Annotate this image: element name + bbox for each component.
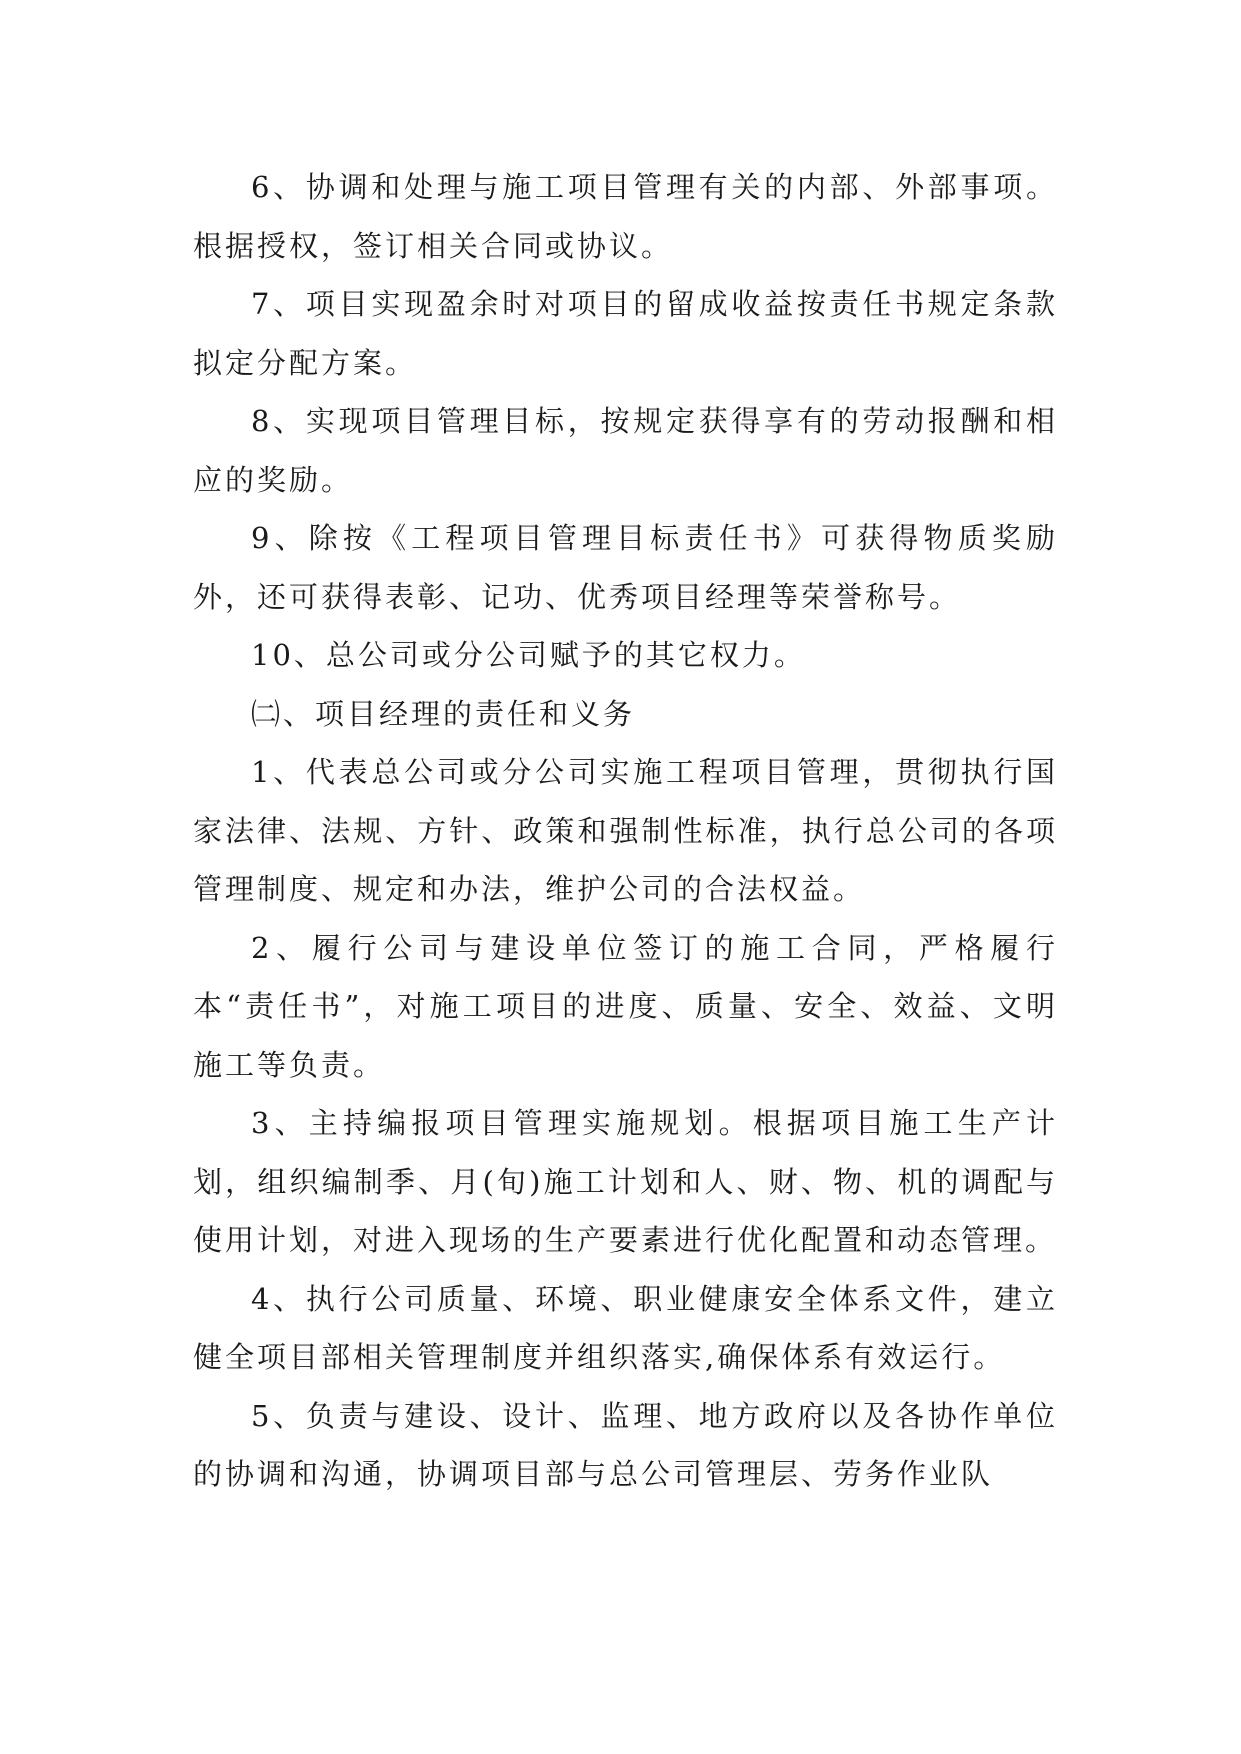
paragraph-duty-4: 4、执行公司质量、环境、职业健康安全体系文件，建立健全项目部相关管理制度并组织落实,确保体系有效运行。 xyxy=(193,1281,1058,1374)
paragraph-item-9: 9、除按《工程项目管理目标责任书》可获得物质奖励外，还可获得表彰、记功、优秀项目经理等荣誉称号。 xyxy=(193,521,1058,614)
paragraph-duty-2: 2、履行公司与建设单位签订的施工合同，严格履行本“责任书”，对施工项目的进度、质量、安全、效益、文明施工等负责。 xyxy=(193,930,1058,1082)
paragraph-item-6: 6、协调和处理与施工项目管理有关的内部、外部事项。根据授权，签订相关合同或协议。 xyxy=(193,170,1058,263)
paragraph-item-8: 8、实现项目管理目标，按规定获得享有的劳动报酬和相应的奖励。 xyxy=(193,404,1058,497)
paragraph-duty-5: 5、负责与建设、设计、监理、地方政府以及各协作单位的协调和沟通，协调项目部与总公司管理层、劳务作业队 xyxy=(193,1398,1058,1491)
section-heading: ㈡、项目经理的责任和义务 xyxy=(251,696,636,731)
paragraph-item-7: 7、项目实现盈余时对项目的留成收益按责任书规定条款拟定分配方案。 xyxy=(193,287,1058,380)
paragraph-duty-3: 3、主持编报项目管理实施规划。根据项目施工生产计划，组织编制季、月(旬)施工计划和人、财、物、机的调配与使用计划，对进入现场的生产要素进行优化配置和动态管理。 xyxy=(193,1106,1058,1257)
paragraph-item-10: 10、总公司或分公司赋予的其它权力。 xyxy=(251,638,806,672)
document-body xyxy=(193,158,1058,1504)
paragraph-duty-1: 1、代表总公司或分公司实施工程项目管理，贯彻执行国家法律、法规、方针、政策和强制性标准，执行总公司的各项管理制度、规定和办法，维护公司的合法权益。 xyxy=(193,755,1058,906)
